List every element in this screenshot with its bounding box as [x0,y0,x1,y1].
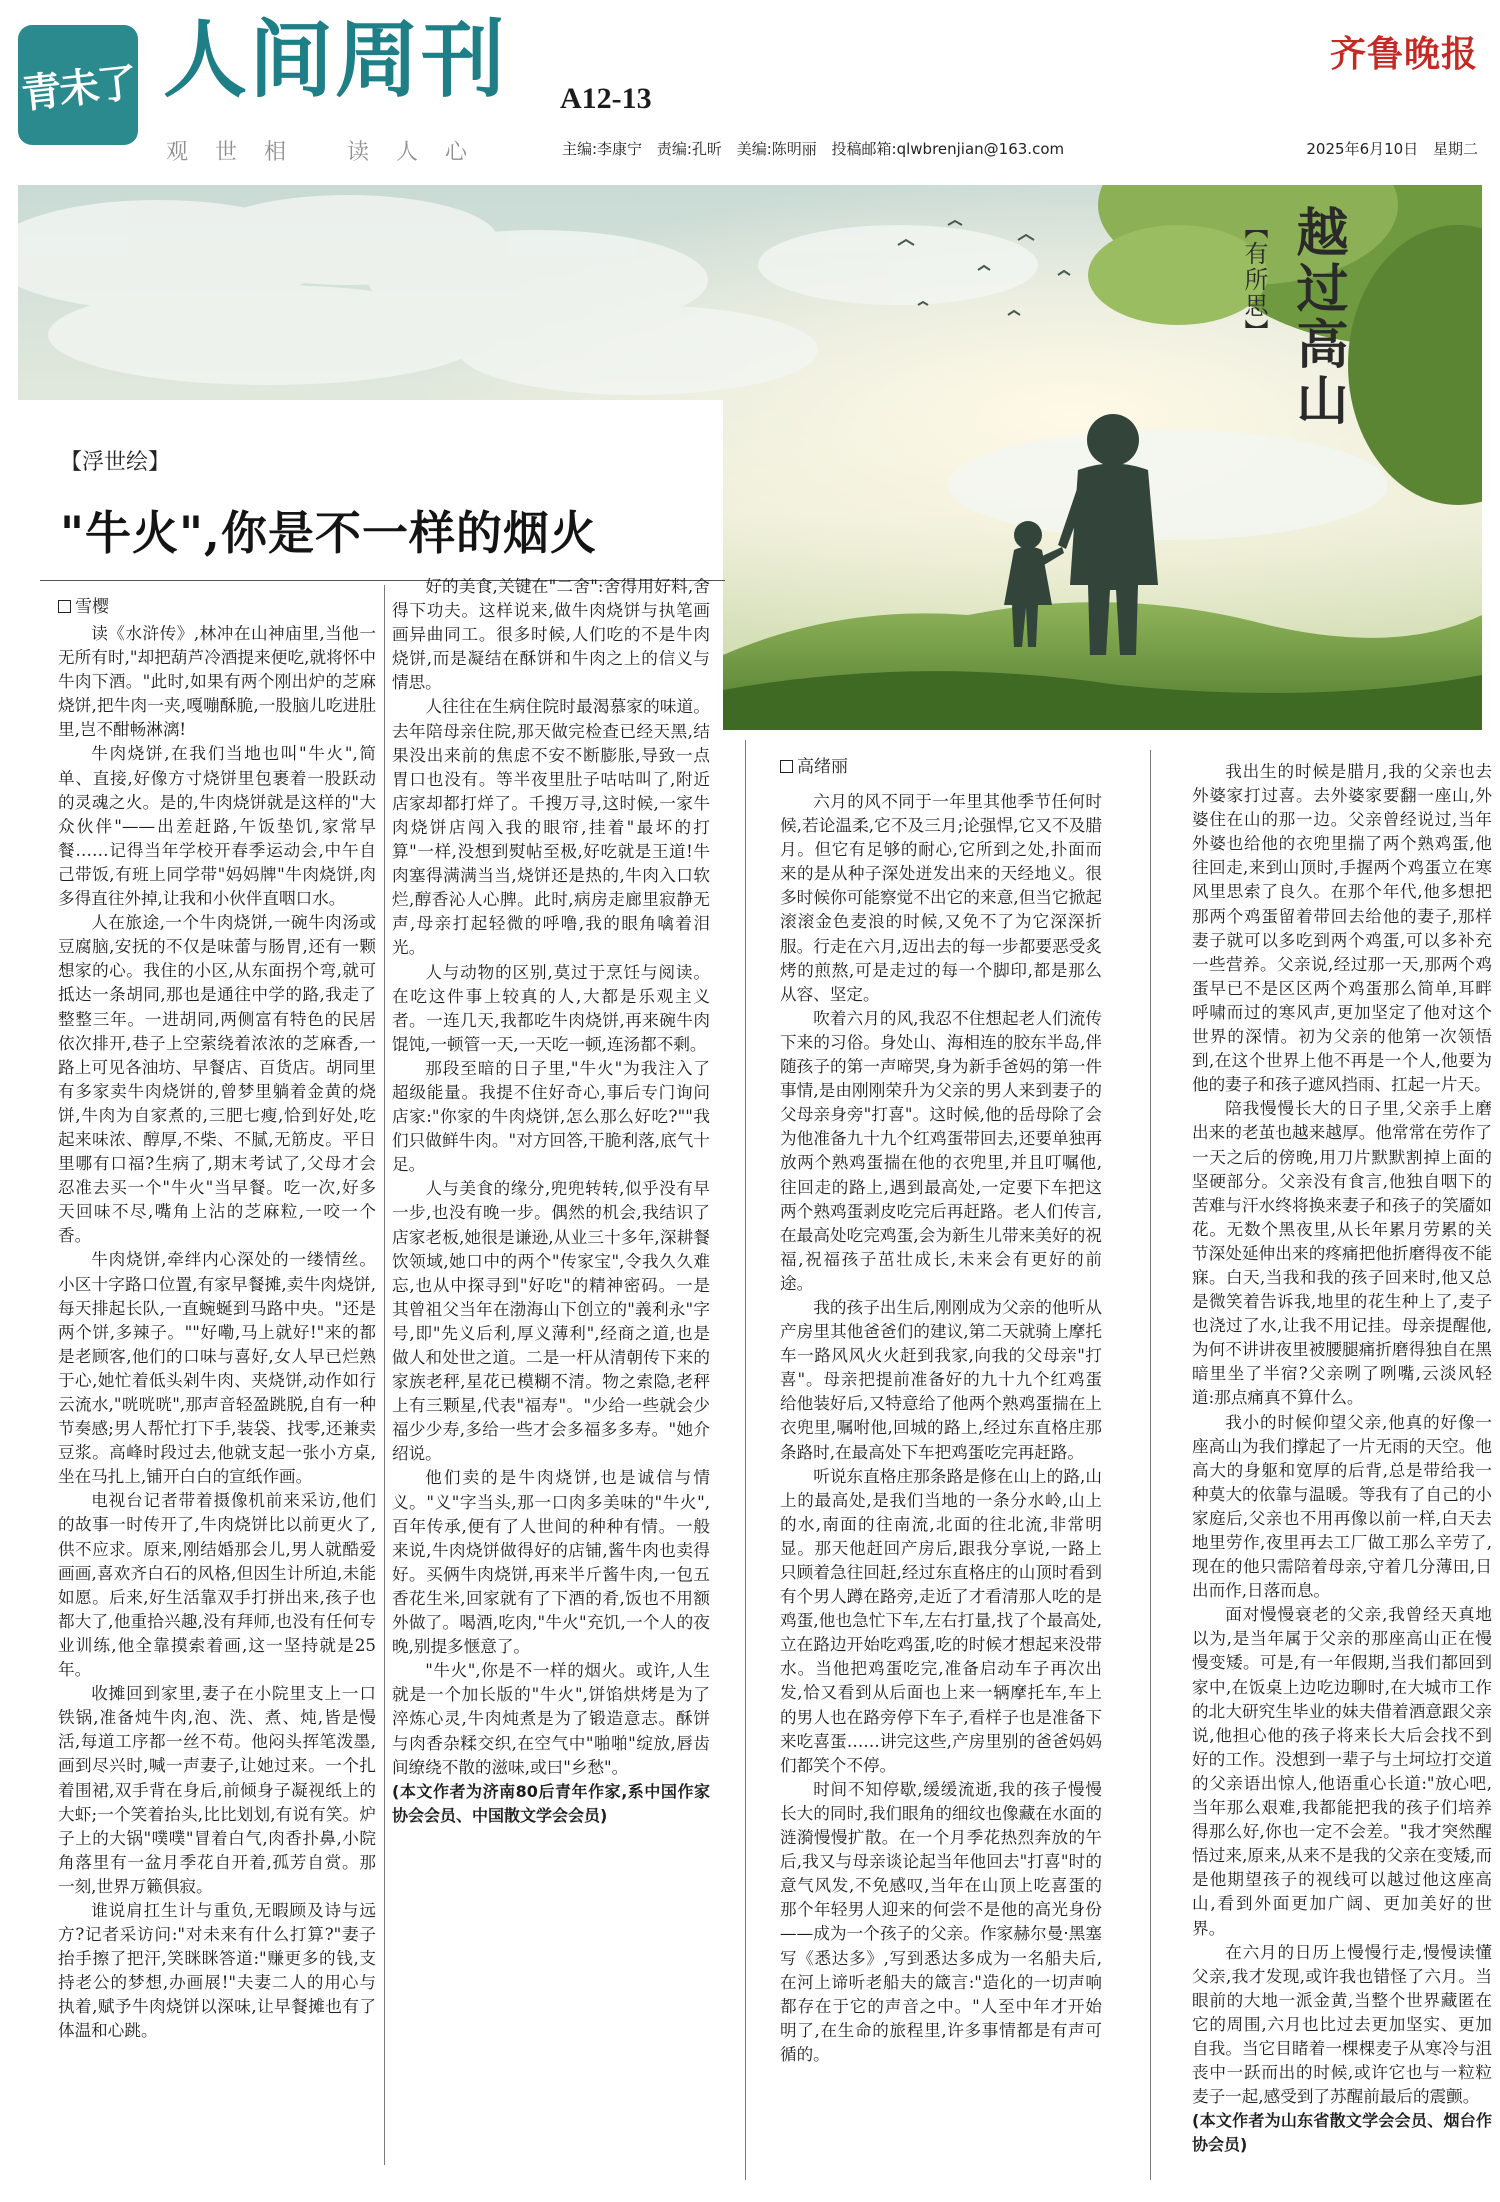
article1-author-note: (本文作者为济南80后青年作家,系中国作家协会会员、中国散文学会会员) [392,1781,710,1825]
issue-date [1296,138,1478,159]
date-text: 2025年6月10日 [1306,140,1419,158]
feature-title: 越过高山 [1287,205,1348,429]
paragraph: "牛火",你是不一样的烟火。或许,人生就是一个加长版的"牛火",饼馅烘烤是为了淬炼心灵,牛肉炖煮是为了锻造意志。酥饼与肉香杂糅交织,在空气中"啪啪"绽放,唇齿间缭绕不散的滋味,或曰"乡愁"。 [392,1661,710,1777]
article1-column-tag: 【浮世绘】 [60,450,171,475]
masthead-slogan: 观世相 读人心 [166,140,494,165]
paragraph: 吹着六月的风,我忍不住想起老人们流传下来的习俗。身处山、海相连的胶东半岛,伴随孩子的第一声啼哭,身为新手爸妈的第一件事情,是由刚刚荣升为父亲的男人来到妻子的父母亲身旁"打喜"。这时候,他的岳母除了会为他准备九十九个红鸡蛋带回去,还要单独再放两个熟鸡蛋揣在他的衣兜里,并且叮嘱他,往回走的路上,遇到最高处,一定要下车把这两个熟鸡蛋剥皮吃完后再赶路。老人们传言,在最高处吃完鸡蛋,会为新生儿带来美好的祝福,祝福孩子茁壮成长,未来会有更好的前途。 [780,1008,1102,1293]
newspaper-name: 齐鲁晚报 [1329,33,1478,75]
paragraph: 牛肉烧饼,在我们当地也叫"牛火",简单、直接,好像方寸烧饼里包裹着一股跃动的灵魂之火。是的,牛肉烧饼就是这样的"大众伙伴"——出差赶路,午饭垫饥,家常早餐……记得当年学校开春季运动会,中午自己带饭,有班上同学带"妈妈牌"牛肉烧饼,肉多得直往外掉,让我和小伙伴直咽口水。 [58,744,376,909]
paragraph: 人在旅途,一个牛肉烧饼,一碗牛肉汤或豆腐脑,安抚的不仅是味蕾与肠胃,还有一颗想家的心。我住的小区,从东面拐个弯,就可抵达一条胡同,那也是通往中学的路,我走了整整三年。一进胡同,两侧富有特色的民居依次排开,巷子上空萦绕着浓浓的芝麻香,一路上可见各油坊、早餐店、百货店。胡同里有多家卖牛肉烧饼的,曾梦里躺着金黄的烧饼,牛肉为自家煮的,三肥七瘦,恰到好处,吃起来味浓、醇厚,不柴、不腻,无筋皮。平日里哪有口福?生病了,期末考试了,父母才会忍准去买一个"牛火"当早餐。吃一次,好多天回味不尽,嘴角上沾的芝麻粒,一咬一个香。 [58,913,376,1246]
byline-box-icon [58,600,71,613]
paragraph: 陪我慢慢长大的日子里,父亲手上磨出来的老茧也越来越厚。他常常在劳作了一天之后的傍晚,用刀片默默割掉上面的坚硬部分。父亲没有食言,他独自咽下的苦难与汗水终将换来妻子和孩子的笑靥如花。无数个黑夜里,从长年累月劳累的关节深处延伸出来的疼痛把他折磨得夜不能寐。白天,当我和我的孩子回来时,他又总是微笑着告诉我,地里的花生种上了,麦子也浇过了水,让我不用记挂。母亲提醒他,为何不讲讲夜里被腰腿痛折磨得独自在黑暗里坐了半宿?父亲咧了咧嘴,云淡风轻道:那点痛真不算什么。 [1192,1099,1492,1408]
feature-column-tag: 【有所思】 [1240,215,1268,345]
paragraph: 读《水浒传》,林冲在山神庙里,当他一无所有时,"却把葫芦冷酒提来便吃,就将怀中牛肉下酒。"此时,如果有两个刚出炉的芝麻烧饼,把牛肉一夹,嘎嘣酥脆,一股脑儿吃进肚里,岂不酣畅淋漓! [58,624,376,740]
editor-credit: 主编:李康宁 [562,140,643,158]
paragraph: 我小的时候仰望父亲,他真的好像一座高山为我们撑起了一片无雨的天空。他高大的身躯和宽厚的后背,总是带给我一种莫大的依靠与温暖。等我有了自己的小家庭后,父亲也不用再像以前一样,白天去地里劳作,夜里再去工厂做工那么辛劳了,现在的他只需陪着母亲,守着几分薄田,日出而作,日落而息。 [1192,1412,1492,1601]
submission-email: 投稿邮箱:qlwbrenjian@163.com [831,140,1065,158]
paragraph: 在六月的日历上慢慢行走,慢慢读懂父亲,我才发现,或许我也错怪了六月。当眼前的大地一派金黄,当整个世界藏匿在它的周围,六月也比过去更加坚实、更加自我。当它目睹着一棵棵麦子从寒冷与沮丧中一跃而出的时候,或许它也与一粒粒麦子一起,感受到了苏醒前最后的震颤。 [1192,1942,1492,2107]
paragraph: 牛肉烧饼,牵绊内心深处的一缕情丝。小区十字路口位置,有家早餐摊,卖牛肉烧饼,每天排起长队,一直蜿蜒到马路中央。"还是两个饼,多辣子。""好嘞,马上就好!"来的都是老顾客,他们的口味与喜好,女人早已烂熟于心,她忙着低头剁牛肉、夹烧饼,动作如行云流水,"咣咣咣",那声音轻盈跳脱,自有一种节奏感;男人帮忙打下手,装袋、找零,还兼卖豆浆。高峰时段过去,他就支起一张小方桌,坐在马扎上,铺开白白的宣纸作画。 [58,1250,376,1487]
paragraph: 人与动物的区别,莫过于烹饪与阅读。在吃这件事上较真的人,大都是乐观主义者。一连几天,我都吃牛肉烧饼,再来碗牛肉馄饨,一顿管一天,一天吃一顿,连汤都不剩。 [392,962,710,1054]
paragraph: 电视台记者带着摄像机前来采访,他们的故事一时传开了,牛肉烧饼比以前更火了,供不应求。原来,刚结婚那会儿,男人就酷爱画画,喜欢齐白石的风格,但因生计所迫,未能如愿。后来,好生活靠双手打拼出来,孩子也都大了,他重拾兴趣,没有拜师,也没有任何专业训练,他全靠摸索着画,这一坚持就是25年。 [58,1491,376,1680]
article1-column-1 [58,622,376,2182]
article1-column-2 [392,575,710,2135]
paragraph: 收摊回到家里,妻子在小院里支上一口铁锅,准备炖牛肉,泡、洗、煮、炖,皆是慢活,每道工序都一丝不苟。他闷头挥笔泼墨,画到尽兴时,喊一声妻子,让她过来。一个扎着围裙,双手背在身后,前倾身子凝视纸上的大虾;一个笑着抬头,比比划划,有说有笑。炉子上的大锅"噗噗"冒着白气,肉香扑鼻,小院角落里有一盆月季花自开着,孤芳自赏。那一刻,世界万籁俱寂。 [58,1684,376,1896]
paragraph: 他们卖的是牛肉烧饼,也是诚信与情义。"义"字当头,那一口肉多美味的"牛火",百年传承,便有了人世间的种种有情。一般来说,牛肉烧饼做得好的店铺,酱牛肉也卖得好。买俩牛肉烧饼,再来半斤酱牛肉,一包五香花生米,回家就有了下酒的肴,饭也不用额外做了。喝酒,吃肉,"牛火"充饥,一个人的夜晚,别提多惬意了。 [392,1468,710,1657]
paragraph: 人与美食的缘分,兜兜转转,似乎没有早一步,也没有晚一步。偶然的机会,我结识了店家老板,她很是谦逊,从业三十多年,深耕餐饮领域,她口中的两个"传家宝",令我久久难忘,也从中探寻到"好吃"的精神密码。一是其曾祖父当年在渤海山下创立的"義利永"字号,即"先义后利,厚义薄利",经商之道,也是做人和处世之道。二是一杆从清朝传下来的家族老秤,星花已模糊不清。物之索隐,老秤上有三颗星,代表"福寿"。"少给一些就会少福少少寿,多给一些才会多福多多寿。"她介绍说。 [392,1179,710,1464]
article1-byline [58,592,109,617]
duty-editor-credit: 责编:孔昕 [656,140,722,158]
weekday-text: 星期二 [1432,140,1478,158]
art-editor-credit: 美编:陈明丽 [736,140,817,158]
feature-column-2 [1192,760,1492,2200]
paragraph: 面对慢慢衰老的父亲,我曾经天真地以为,是当年属于父亲的那座高山正在慢慢变矮。可是,有一年假期,当我们都回到家中,在饭桌上边吃边聊时,在大城市工作的北大研究生毕业的妹夫借着酒意跟父亲说,他担心他的孩子将来长大后会找不到好的工作。没想到一辈子与土坷垃打交道的父亲语出惊人,他语重心长道:"放心吧,当年那么艰难,我都能把我的孩子们培养得那么好,你也一定不会差。"我才突然醒悟过来,原来,从来不是我的父亲在变矮,而是他期望孩子的视线可以越过他这座高山,看到外面更加广阔、更加美好的世界。 [1192,1605,1492,1938]
page-number: A12-13 [560,82,652,115]
masthead-title: 人间周刊 [163,10,508,109]
column-divider [1150,750,1151,2180]
paragraph: 我的孩子出生后,刚刚成为父亲的他听从产房里其他爸爸们的建议,第二天就骑上摩托车一路风风火火赶到我家,向我的父母亲"打喜"。母亲把提前准备好的九十九个红鸡蛋给他装好后,又特意给了他两个熟鸡蛋揣在上衣兜里,嘱咐他,回城的路上,经过东直格庄那条路时,在最高处下车把鸡蛋吃完再赶路。 [780,1297,1102,1462]
feature-author-note: (本文作者为山东省散文学会会员、烟台作协会员) [1192,2111,1492,2155]
column-divider [384,585,385,2165]
logo [18,25,138,145]
article1-title: "牛火",你是不一样的烟火 [60,506,597,560]
paragraph: 我出生的时候是腊月,我的父亲也去外婆家打过喜。去外婆家要翻一座山,外婆住在山的那一边。父亲曾经说过,当年外婆也给他的衣兜里揣了两个熟鸡蛋,他往回走,来到山顶时,手握两个鸡蛋立在寒风里思索了良久。在那个年代,他多想把那两个鸡蛋留着带回去给他的妻子,那样妻子就可以多吃到两个鸡蛋,可以多补充一些营养。父亲说,经过那一天,那两个鸡蛋早已不是区区两个鸡蛋那么简单,耳畔呼啸而过的寒风声,更加坚定了他对这个世界的深情。初为父亲的他第一次领悟到,在这个世界上他不再是一个人,他要为他的妻子和孩子遮风挡雨、扛起一片天。 [1192,762,1492,1095]
paragraph: 听说东直格庄那条路是修在山上的路,山上的最高处,是我们当地的一条分水岭,山上的水,南面的往南流,北面的往北流,非常明显。那天他赶回产房后,跟我分享说,一路上只顾着急往回赶,经过东直格庄的山顶时看到有个男人蹲在路旁,走近了才看清那人吃的是鸡蛋,他也急忙下车,左右打量,找了个最高处,立在路边开始吃鸡蛋,吃的时候才想起来没带水。当他把鸡蛋吃完,准备启动车子再次出发,恰又看到从后面也上来一辆摩托车,车上的男人也在路旁停下车子,看样子也是准备下来吃喜蛋……讲完这些,产房里别的爸爸妈妈们都笑个不停。 [780,1466,1102,1775]
paragraph: 六月的风不同于一年里其他季节任何时候,若论温柔,它不及三月;论强悍,它又不及腊月。但它有足够的耐心,它所到之处,扑面而来的是从种子深处迸发出来的天经地义。很多时候你可能察觉不出它的来意,但当它掀起滚滚金色麦浪的时候,又免不了为它深深折服。行走在六月,迈出去的每一步都要恶受炙烤的煎熬,可是走过的每一个脚印,都是那么从容、坚定。 [780,792,1102,1004]
paragraph: 时间不知停歇,缓缓流逝,我的孩子慢慢长大的同时,我们眼角的细纹也像藏在水面的涟漪慢慢扩散。在一个月季花热烈奔放的午后,我又与母亲谈论起当年他回去"打喜"时的意气风发,不免感叹,当年在山顶上吃喜蛋的那个年轻男人迎来的何尝不是他的高光身份——成为一个孩子的父亲。作家赫尔曼·黑塞写《悉达多》,写到悉达多成为一名船夫后,在河上谛听老船夫的箴言:"造化的一切声响都存在于它的声音之中。"人至中年才开始明了,在生命的旅程里,许多事情都是有声可循的。 [780,1779,1102,2064]
paragraph: 谁说肩扛生计与重负,无暇顾及诗与远方?记者采访问:"对未来有什么打算?"妻子抬手擦了把汗,笑眯眯答道:"赚更多的钱,支持老公的梦想,办画展!"夫妻二人的用心与执着,赋予牛肉烧饼以深味,让早餐摊也有了体温和心跳。 [58,1900,376,2041]
paragraph: 好的美食,关键在"二舍":舍得用好料,舍得下功夫。这样说来,做牛肉烧饼与执笔画画异曲同工。很多时候,人们吃的不是牛肉烧饼,而是凝结在酥饼和牛肉之上的信义与情思。 [392,577,710,693]
staff-credits [562,138,1074,159]
logo-text: 青未了 [19,58,138,118]
article1-author: 雪樱 [75,597,109,617]
section-divider [745,740,746,2180]
feature-byline [780,752,848,777]
byline-box-icon [780,760,793,773]
feature-column-1 [780,790,1102,2190]
feature-author: 高绪丽 [797,757,848,777]
paragraph: 那段至暗的日子里,"牛火"为我注入了超级能量。我提不住好奇心,事后专门询问店家:"你家的牛肉烧饼,怎么那么好吃?""我们只做鲜牛肉。"对方回答,干脆利落,底气十足。 [392,1058,710,1175]
paragraph: 人往往在生病住院时最渴慕家的味道。去年陪母亲住院,那天做完检查已经天黑,结果没出来前的焦虑不安不断膨胀,导致一点胃口也没有。等半夜里肚子咕咕叫了,附近店家却都打烊了。千搜万寻,这时候,一家牛肉烧饼店闯入我的眼帘,挂着"最坏的打算"一样,没想到熨帖至极,好吃就是王道!牛肉塞得满满当当,烧饼还是热的,牛肉入口软烂,醇香沁人心脾。此时,病房走廊里寂静无声,母亲打起轻微的呼噜,我的眼角噙着泪光。 [392,697,710,958]
